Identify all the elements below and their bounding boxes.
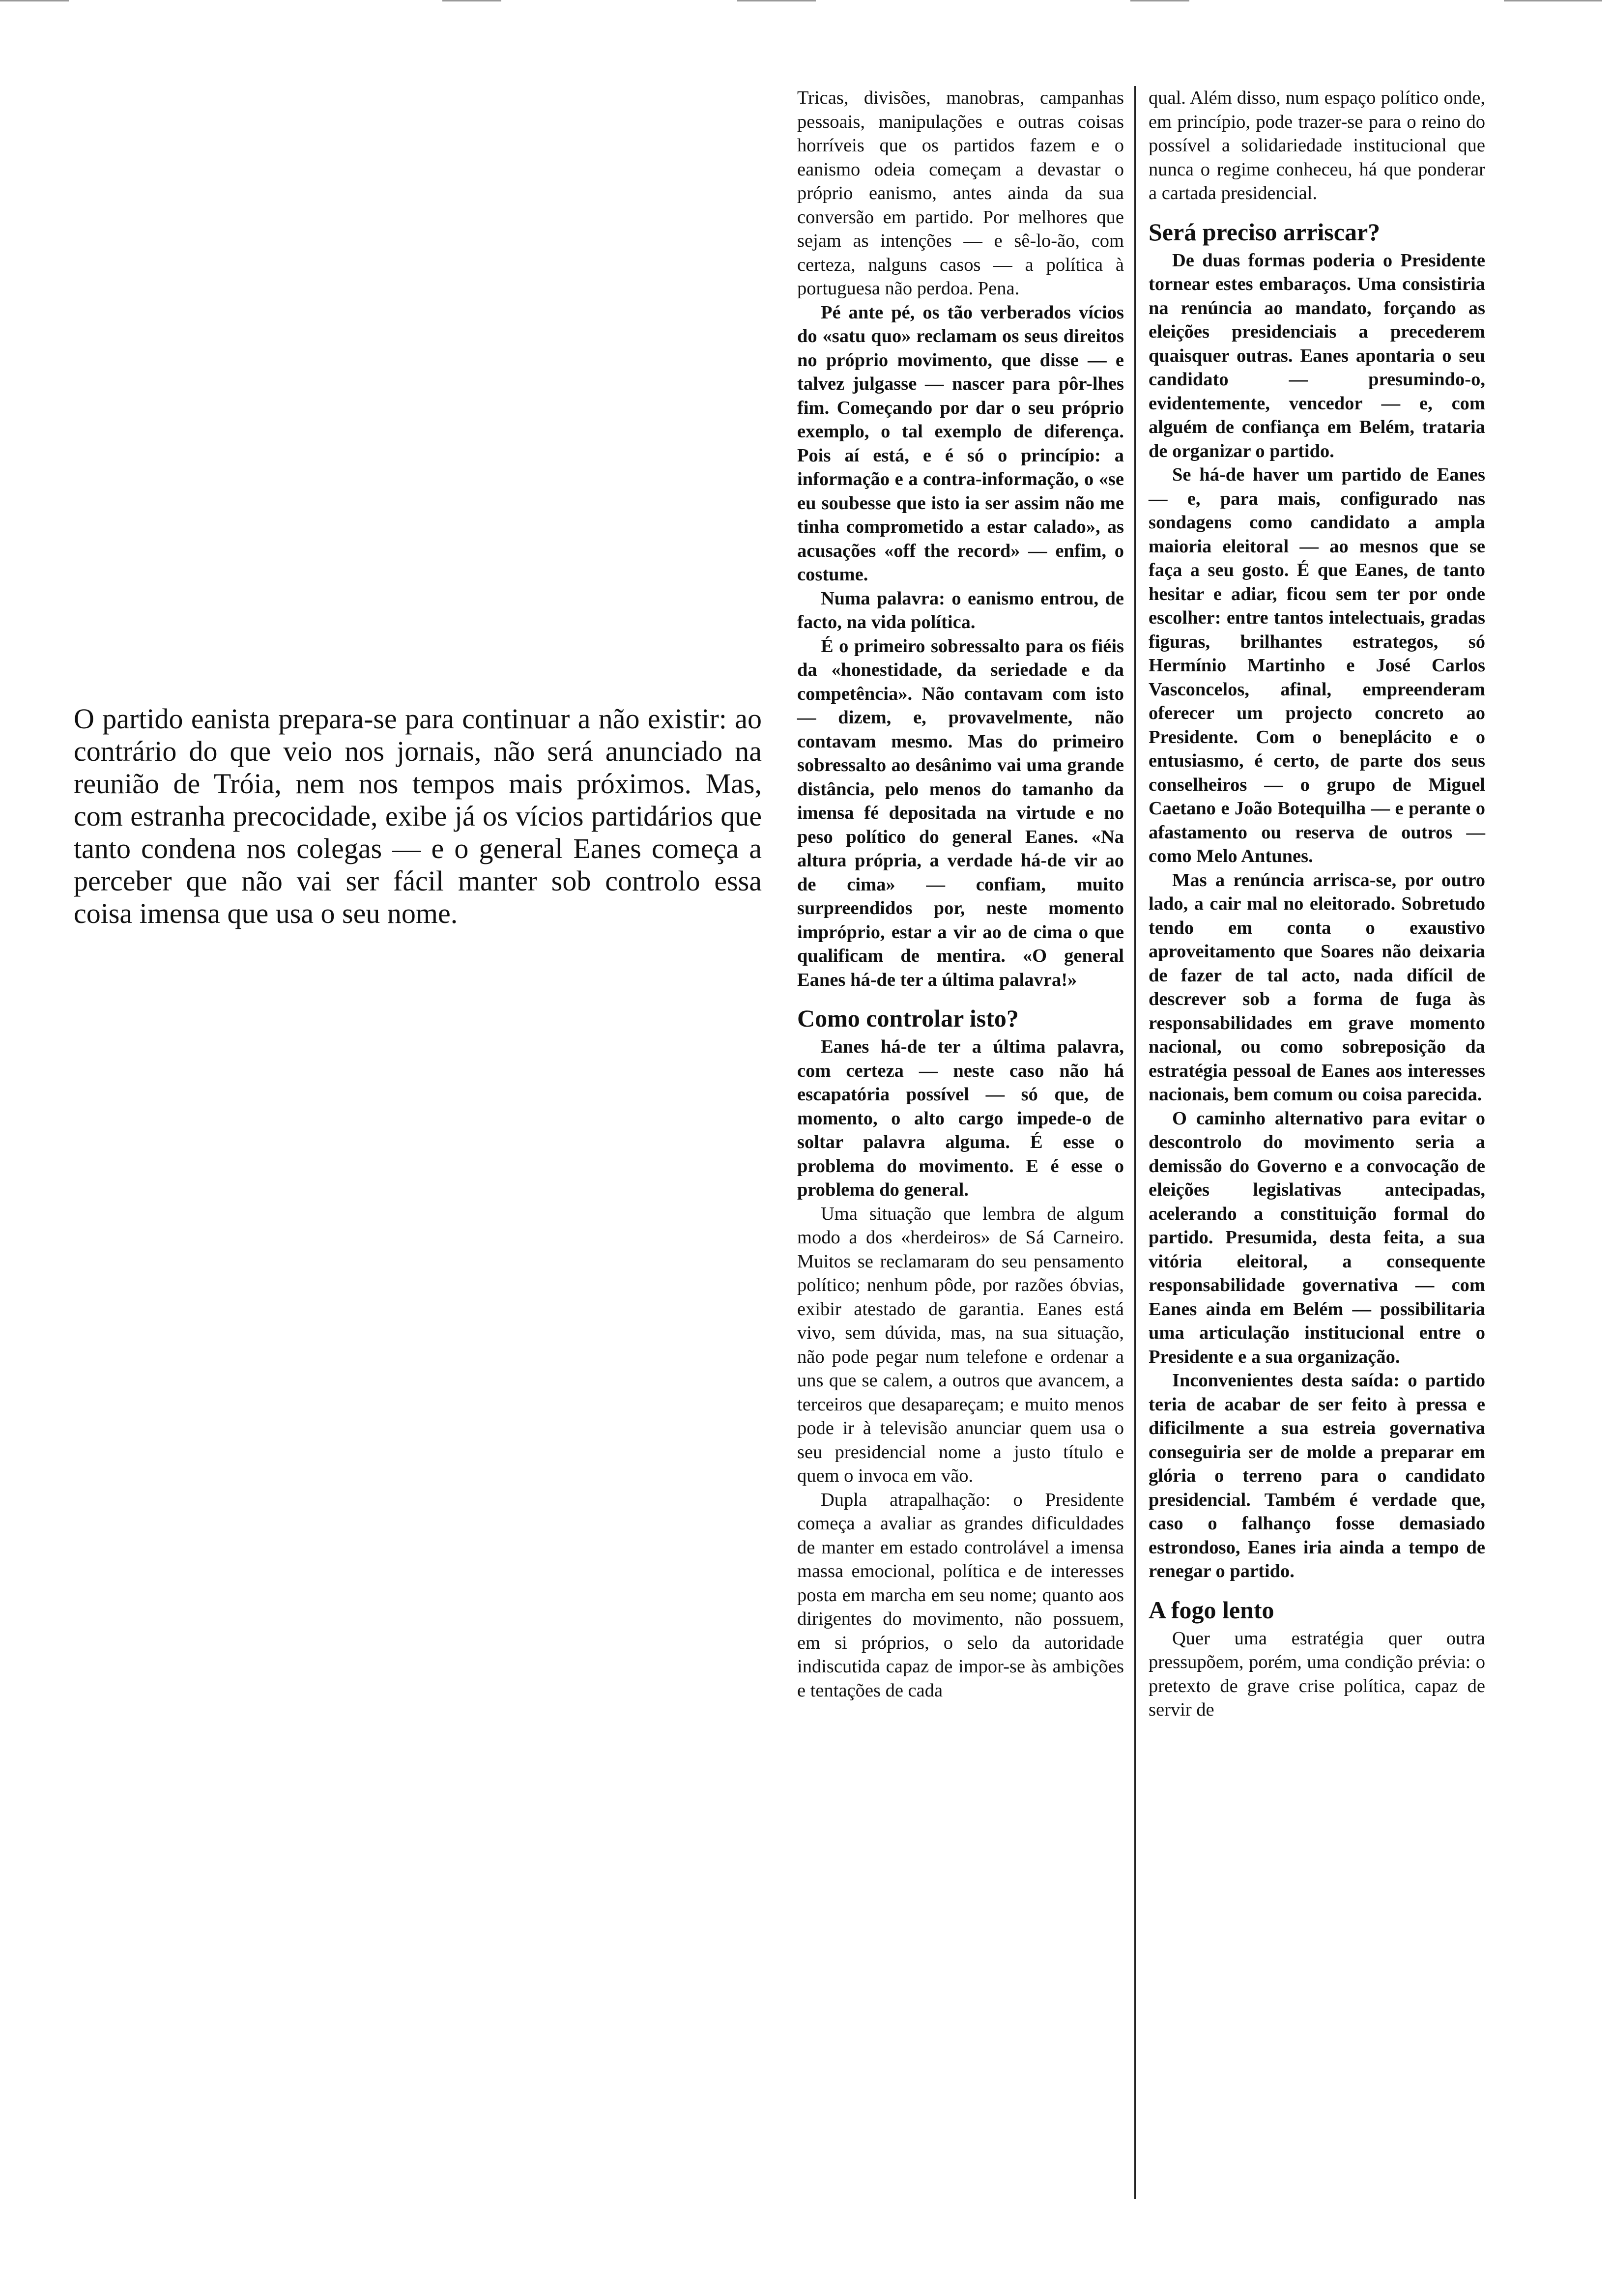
paragraph: Inconvenientes desta saída: o partido teria de acabar de ser feito à pressa e dificilmente a sua estreia governativa conseguiria ser de molde a preparar em glória o terreno para o candidato presidencial. Também é verdade que, caso o falhanço fosse demasiado estrondoso, Eanes iria ainda a tempo de renegar o partido.	[1149, 1370, 1485, 1581]
paragraph: Tricas, divisões, manobras, campanhas pessoais, manipulações e outras coisas horríveis que os partidos fazem e o eanismo odeia começam a devastar o próprio eanismo, antes ainda da sua conversão em partido. Por melhores que sejam as intenções — e sê-lo-ão, com certeza, nalguns casos — a política à portuguesa não perdoa. Pena.	[797, 87, 1124, 299]
paragraph: Uma situação que lembra de algum modo a dos «herdeiros» de Sá Carneiro. Muitos se reclamaram do seu pensamento político; nenhum pôde, por razões óbvias, exibir atestado de garantia. Eanes está vivo, sem dúvida, mas, na sua situação, não pode pegar num telefone e ordenar a uns que se calem, a outros que avancem, a terceiros que desapareçam; e muito menos pode ir à televisão anunciar quem usa o seu presidencial nome a justo título e quem o invoca em vão.	[797, 1203, 1124, 1486]
paragraph: Numa palavra: o eanismo entrou, de facto, na vida política.	[797, 588, 1124, 632]
paragraph: Pé ante pé, os tão verberados vícios do «satu quo» reclamam os seus direitos no próprio movimento, que disse — e talvez julgasse — nascer para pôr-lhes fim. Começando por dar o seu próprio exemplo, o tal exemplo de diferença. Pois aí está, e é só o princípio: a informação e a contra-informação, o «se eu soubesse que isto ia ser assim não me tinha comprometido a estar calado», as acusações «off the record» — enfim, o costume.	[797, 302, 1124, 585]
scan-edge-mark	[737, 0, 816, 1]
paragraph: Dupla atrapalhação: o Presidente começa a avaliar as grandes dificuldades de manter em estado controlável a imensa massa emocional, política e de interesses posta em marcha em seu nome; quanto aos dirigentes do movimento, não possuem, em si próprios, o selo da autoridade indiscutida capaz de impor-se às ambições e tentações de cada	[797, 1489, 1124, 1701]
scan-edge-mark	[1504, 0, 1602, 1]
paragraph: Eanes há-de ter a última palavra, com certeza — neste caso não há escapatória possível — só que, de momento, o alto cargo impede-o de soltar palavra alguma. É esse o problema do movimento. E é esse o problema do general.	[797, 1036, 1124, 1200]
scan-edge-mark	[442, 0, 501, 1]
article-column-middle	[797, 86, 1124, 1702]
scan-edge-mark	[1130, 0, 1189, 1]
paragraph: De duas formas poderia o Presidente tornear estes embaraços. Uma consistiria na renúncia ao mandato, forçando as eleições presidenciais a precederem quaisquer outras. Eanes apontaria o seu candidato — presumindo-o, evidentemente, vencedor — e, com alguém de confiança em Belém, trataria de organizar o partido.	[1149, 250, 1485, 461]
article-column-right	[1149, 86, 1485, 1722]
scan-edge-mark	[0, 0, 69, 1]
paragraph: É o primeiro sobressalto para os fiéis da «honestidade, da seriedade e da competência». Não contavam com isto — dizem, e, provavelmente, não contavam mesmo. Mas do primeiro sobressalto ao desânimo vai uma grande distância, pelo menos do tamanho da imensa fé depositada na virtude e no peso político do general Eanes. «Na altura própria, a verdade há-de vir ao de cima» — confiam, muito surpreendidos por, neste momento impróprio, estar a vir ao de cima o que qualificam de mentira. «O general Eanes há-de ter a última palavra!»	[797, 635, 1124, 990]
column-divider	[1134, 86, 1136, 2199]
paragraph: Se há-de haver um partido de Eanes — e, para mais, configurado nas sondagens como candidato a ampla maioria eleitoral — ao mesnos que se faça a seu gosto. É que Eanes, de tanto hesitar e adiar, ficou sem ter por onde escolher: entre tantos intelectuais, gradas figuras, brilhantes estrategos, só Hermínio Martinho e José Carlos Vasconcelos, afinal, empreenderam oferecer um projecto concreto ao Presidente. Com o beneplácito e o entusiasmo, é certo, de parte dos seus conselheiros — o grupo de Miguel Caetano e João Botequilha — e perante o afastamento ou reserva de outros — como Melo Antunes.	[1149, 464, 1485, 866]
section-heading: Será preciso arriscar?	[1149, 218, 1381, 246]
lead-paragraph: O partido eanista prepara-se para continuar a não existir: ao contrário do que veio nos jornais, não será anunciado na reunião de Tróia, nem nos tempos mais próximos. Mas, com estranha precocidade, exibe já os vícios partidários que tanto condena nos colegas — e o general Eanes começa a perceber que não vai ser fácil manter sob controlo essa coisa imensa que usa o seu nome.	[74, 703, 762, 929]
section-heading: Como controlar isto?	[797, 1004, 1019, 1032]
section-heading: A fogo lento	[1149, 1596, 1274, 1624]
paragraph: qual. Além disso, num espaço político onde, em princípio, pode trazer-se para o reino do possível a solidariedade institucional que nunca o regime conheceu, há que ponderar a cartada presidencial.	[1149, 87, 1485, 203]
paragraph: O caminho alternativo para evitar o descontrolo do movimento seria a demissão do Governo e a convocação de eleições legislativas antecipadas, acelerando a constituição formal do partido. Presumida, desta feita, a sua vitória eleitoral, a consequente responsabilidade governativa — com Eanes ainda em Belém — possibilitaria uma articulação institucional entre o Presidente e a sua organização.	[1149, 1108, 1485, 1367]
paragraph: Quer uma estratégia quer outra pressupõem, porém, uma condição prévia: o pretexto de grave crise política, capaz de servir de	[1149, 1628, 1485, 1720]
paragraph: Mas a renúncia arrisca-se, por outro lado, a cair mal no eleitorado. Sobretudo tendo em conta o exaustivo aproveitamento que Soares não deixaria de fazer de tal acto, nada difícil de descrever sob a forma de fuga às responsabilidades em grave momento nacional, ou como sobreposição da estratégia pessoal de Eanes aos interesses nacionais, bem comum ou coisa parecida.	[1149, 869, 1485, 1105]
